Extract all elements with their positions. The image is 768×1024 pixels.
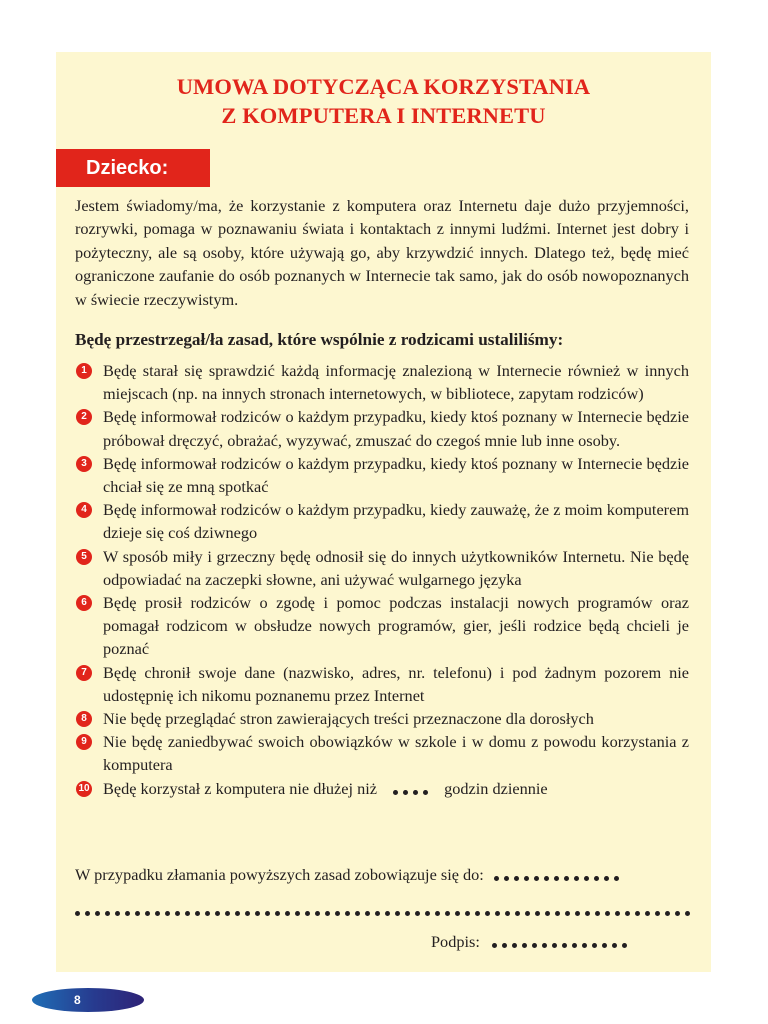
rule-item	[75, 730, 689, 776]
rule-item	[75, 661, 689, 707]
agreement-panel	[56, 52, 711, 972]
rule-item	[75, 777, 689, 802]
rule-item	[75, 452, 689, 498]
intro-paragraph: Jestem świadomy/ma, że korzystanie z komputera oraz Internetu daje dużo przyjemności, rozrywki, pomaga w poznawaniu świata i kontaktach z innymi ludźmi. Internet jest dobry i pożyteczny, ale są osoby, które używają go, aby krzywdzić innych. Dlatego też, będę mieć ograniczone zaufanie do osób poznanych w Internecie tak samo, jak do osób nowopoznanych w świecie rzeczywistym.	[75, 196, 689, 309]
rule-text: Nie będę przeglądać stron zawierających treści przeznaczone dla dorosłych	[103, 709, 594, 729]
rule-text: Będę starał się sprawdzić każdą informację znalezioną w Internecie również w innych miejscach (np. na innych stronach internetowych, w bibliotece, zapytam rodziców)	[103, 361, 689, 404]
rule-item	[75, 359, 689, 405]
rule-item	[75, 545, 689, 591]
rule-text: Będę informował rodziców o każdym przypadku, kiedy ktoś poznany w Internecie będzie próbował dręczyć, obrażać, wyzywać, zmuszać do czegoś mnie lub inne osoby.	[103, 407, 689, 450]
hours-blank-dots	[393, 778, 428, 801]
page-number-badge: 8	[32, 988, 144, 1012]
rules-heading: Będę przestrzegał/ła zasad, które wspólnie z rodzicami ustaliliśmy:	[75, 330, 564, 349]
penalty-blank-line-dots	[75, 903, 695, 911]
rule-number-badge: 6	[76, 595, 92, 611]
rule-number-badge: 8	[76, 711, 92, 727]
rule-text: Nie będę zaniedbywać swoich obowiązków w szkole i w domu z powodu korzystania z komputera	[103, 732, 689, 775]
rule-number-badge: 1	[76, 363, 92, 379]
penalty-line	[75, 863, 695, 888]
rule-text-before-blank: Będę korzystał z komputera nie dłużej niż	[103, 778, 377, 798]
dotted-line	[75, 903, 690, 921]
rule-number-badge: 7	[76, 665, 92, 681]
rule-number-badge: 10	[76, 781, 92, 797]
rule-item	[75, 707, 689, 730]
signature-blank-dots	[492, 931, 627, 955]
rule-text-after-blank: godzin dziennie	[444, 778, 548, 798]
rule-number-badge: 4	[76, 502, 92, 518]
title-line-2: Z KOMPUTERA I INTERNETU	[221, 103, 546, 128]
rule-number-badge: 5	[76, 549, 92, 565]
rule-text: Będę informował rodziców o każdym przypadku, kiedy ktoś poznany w Internecie będzie chciał się ze mną spotkać	[103, 453, 689, 497]
signature-line	[431, 930, 701, 955]
rules-list	[75, 359, 689, 802]
rule-text: Będę chronił swoje dane (nazwisko, adres, nr. telefonu) i pod żadnym pozorem nie udostępnię ich nikomu poznanemu przez Internet	[103, 662, 689, 705]
rule-item	[75, 591, 689, 661]
section-label-child: Dziecko:	[56, 149, 210, 187]
rule-number-badge: 9	[76, 734, 92, 750]
rule-text: Będę informował rodziców o każdym przypadku, kiedy zauważę, że z moim komputerem dzieje się coś dziwnego	[103, 500, 689, 543]
penalty-text: W przypadku złamania powyższych zasad zobowiązuje się do:	[75, 865, 484, 884]
rule-number-badge: 2	[76, 409, 92, 425]
rule-item	[75, 498, 689, 544]
rule-text: Będę prosił rodziców o zgodę i pomoc podczas instalacji nowych programów oraz pomagał rodzicom w obsłudze nowych programów, gier, jeśli rodzice będą chcieli je poznać	[103, 593, 689, 659]
rule-item	[75, 405, 689, 451]
penalty-blank-dots	[494, 864, 619, 888]
rule-number-badge: 3	[76, 456, 92, 472]
rule-text: W sposób miły i grzeczny będę odnosił się do innych użytkowników Internetu. Nie będę odpowiadać na zaczepki słowne, ani używać wulgarnego języka	[103, 546, 689, 589]
signature-label: Podpis:	[431, 932, 480, 951]
document-title	[56, 72, 711, 130]
title-line-1: UMOWA DOTYCZĄCA KORZYSTANIA	[176, 74, 591, 99]
